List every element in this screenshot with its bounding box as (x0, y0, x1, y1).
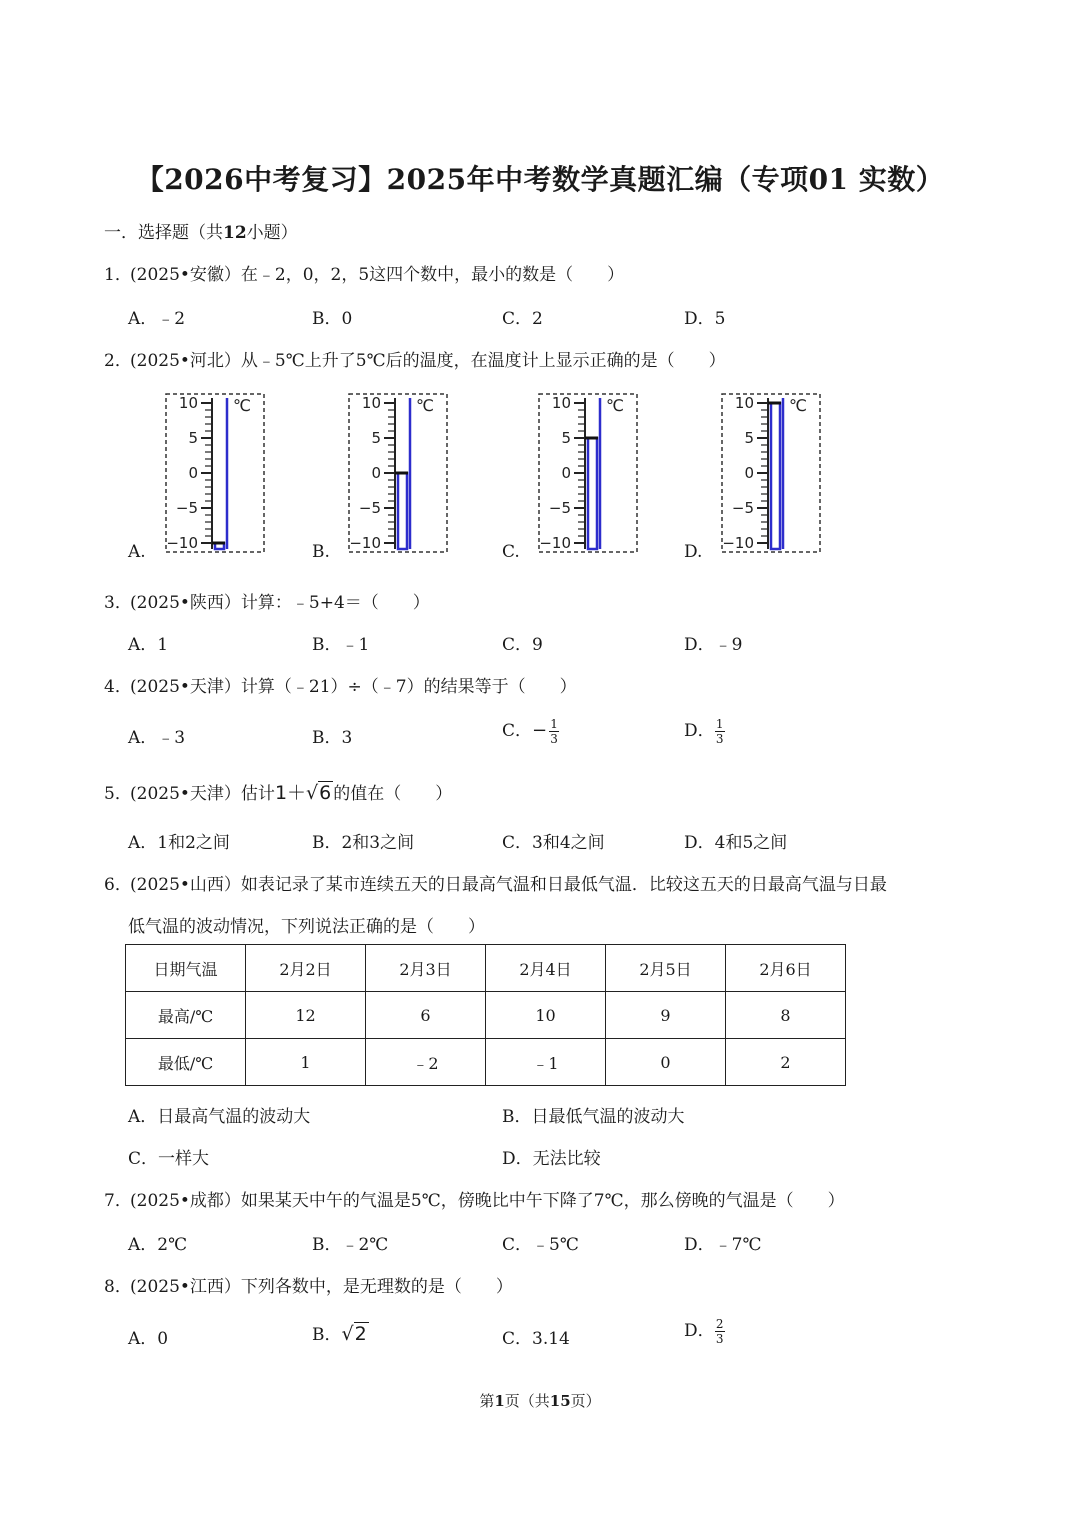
question-6-stem-line1: 6．(2025•山西）如表记录了某市连续五天的日最高气温和日最低气温．比较这五天的日最高气温与日最 (104, 875, 887, 895)
table-cell: 2月6日 (726, 945, 846, 992)
table-cell: 2月3日 (366, 945, 486, 992)
scale-label: 10 (178, 394, 198, 412)
q7-option-d: D．﹣7℃ (684, 1235, 762, 1255)
mercury-column (771, 403, 780, 549)
q2-option-d: D. (684, 542, 703, 562)
scale-label: 5 (371, 429, 381, 447)
q4-option-a: A．﹣3 (128, 728, 186, 748)
q8-option-b: B．√2 (312, 1323, 367, 1345)
q1-option-b: B．0 (312, 309, 353, 329)
table-cell: 1 (246, 1039, 366, 1086)
q4-option-b: B．3 (312, 728, 353, 748)
thermometer-option-b (348, 393, 448, 553)
sqrt-expression: 1＋√6 (274, 782, 332, 804)
table-cell: 2月2日 (246, 945, 366, 992)
page-title: 【2026中考复习】2025年中考数学真题汇编（专项01 实数） (135, 163, 945, 196)
table-cell: ﹣1 (486, 1039, 606, 1086)
question-6-stem-line2: 低气温的波动情况，下列说法正确的是（ ） (128, 917, 485, 937)
thermometer-figure (348, 393, 448, 553)
q1-option-a: A．﹣2 (128, 309, 186, 329)
thermometer-option-c (538, 393, 638, 553)
q6-option-a: A．日最高气温的波动大 (128, 1107, 311, 1127)
table-cell: 最低/℃ (126, 1039, 246, 1086)
table-cell: 6 (366, 992, 486, 1039)
q8-option-d: D． $\frac{2}{3}$ (684, 1317, 724, 1346)
section-suffix: 小题） (246, 223, 298, 243)
minus-sign: − (532, 720, 548, 741)
scale-label: 0 (561, 464, 571, 482)
question-2-stem: 2．(2025•河北）从﹣5℃上升了5℃后的温度，在温度计上显示正确的是（ ） (104, 351, 726, 371)
mercury-column (588, 438, 597, 549)
q3-option-a: A．1 (128, 635, 169, 655)
fraction: $\frac{1}{3}$ (550, 717, 558, 746)
table-header-row (126, 945, 846, 992)
scale-label: −10 (722, 534, 754, 552)
q1-option-d: D．5 (684, 309, 726, 329)
q5-option-c: C．3和4之间 (502, 833, 605, 853)
table-cell: 10 (486, 992, 606, 1039)
scale-label: 5 (561, 429, 571, 447)
scale-label: 10 (551, 394, 571, 412)
scale-label: −10 (349, 534, 381, 552)
unit-label: ℃ (416, 396, 434, 415)
question-8-stem: 8．(2025•江西）下列各数中，是无理数的是（ ） (104, 1277, 513, 1297)
q5-option-d: D．4和5之间 (684, 833, 788, 853)
q3-option-c: C．9 (502, 635, 543, 655)
unit-label: ℃ (233, 396, 251, 415)
scale-label: −10 (539, 534, 571, 552)
q6-option-c: C．一样大 (128, 1149, 210, 1169)
table-cell: 8 (726, 992, 846, 1039)
table-cell: 0 (606, 1039, 726, 1086)
q3-option-d: D．﹣9 (684, 635, 743, 655)
scale-label: 0 (371, 464, 381, 482)
unit-label: ℃ (789, 396, 807, 415)
section-heading (104, 218, 298, 243)
q3-option-b: B．﹣1 (312, 635, 370, 655)
thermometer-option-d (721, 393, 821, 553)
q2-option-b: B. (312, 542, 330, 562)
question-5-stem: 5．(2025•天津）估计1＋√6 的值在（ ） (104, 778, 452, 805)
q8-option-a: A．0 (128, 1329, 169, 1349)
q5-option-b: B．2和3之间 (312, 833, 415, 853)
page-footer: 第1页（共15页） (479, 1392, 601, 1410)
q7-option-a: A．2℃ (128, 1235, 188, 1255)
q5-option-a: A．1和2之间 (128, 833, 230, 853)
scale-label: −5 (548, 499, 571, 517)
dashed-frame (166, 394, 264, 552)
scale-label: 5 (744, 429, 754, 447)
table-cell: 9 (606, 992, 726, 1039)
thermometer-figure (165, 393, 265, 553)
table-cell: 2月5日 (606, 945, 726, 992)
q4-option-d: D． $\frac{1}{3}$ (684, 717, 724, 746)
q7-option-c: C．﹣5℃ (502, 1235, 579, 1255)
q4-option-c: C．− $\frac{1}{3}$ (502, 717, 558, 746)
scale-label: 0 (188, 464, 198, 482)
question-7-stem: 7．(2025•成都）如果某天中午的气温是5℃，傍晚比中午下降了7℃，那么傍晚的气温是（ ） (104, 1191, 845, 1211)
thermometer-figure (721, 393, 821, 553)
table-row-high (126, 992, 846, 1039)
table-cell: 最高/℃ (126, 992, 246, 1039)
q2-option-a: A. (128, 542, 146, 562)
section-prefix: 一．选择题（共 (104, 223, 223, 243)
q7-option-b: B．﹣2℃ (312, 1235, 389, 1255)
section-count: 12 (223, 223, 247, 243)
scale-label: −5 (358, 499, 381, 517)
scale-label: −5 (731, 499, 754, 517)
q6-option-d: D．无法比较 (502, 1149, 601, 1169)
q6-option-b: B．日最低气温的波动大 (502, 1107, 685, 1127)
scale-label: 5 (188, 429, 198, 447)
question-1-stem: 1．(2025•安徽）在﹣2，0，2，5这四个数中，最小的数是（ ） (104, 265, 625, 285)
table-cell: 2月4日 (486, 945, 606, 992)
fraction: $\frac{2}{3}$ (715, 1317, 724, 1346)
sqrt-expression: √2 (341, 1323, 367, 1345)
question-4-stem: 4．(2025•天津）计算（﹣21）÷（﹣7）的结果等于（ ） (104, 677, 577, 697)
mercury-column (398, 473, 407, 549)
unit-label: ℃ (606, 396, 624, 415)
scale-label: 10 (361, 394, 381, 412)
thermometer-option-a (165, 393, 265, 553)
thermometer-figure (538, 393, 638, 553)
fraction: $\frac{1}{3}$ (715, 717, 724, 746)
scale-label: 10 (734, 394, 754, 412)
table-cell: 日期气温 (126, 945, 246, 992)
temperature-table (125, 944, 846, 1086)
q1-option-c: C．2 (502, 309, 543, 329)
q8-option-c: C．3.14 (502, 1329, 570, 1349)
table-cell: 2 (726, 1039, 846, 1086)
question-3-stem: 3．(2025•陕西）计算：﹣5+4＝（ ） (104, 593, 430, 613)
scale-label: −10 (166, 534, 198, 552)
table-cell: 12 (246, 992, 366, 1039)
scale-label: −5 (175, 499, 198, 517)
scale-label: 0 (744, 464, 754, 482)
table-cell: ﹣2 (366, 1039, 486, 1086)
table-row-low (126, 1039, 846, 1086)
q2-option-c: C. (502, 542, 520, 562)
